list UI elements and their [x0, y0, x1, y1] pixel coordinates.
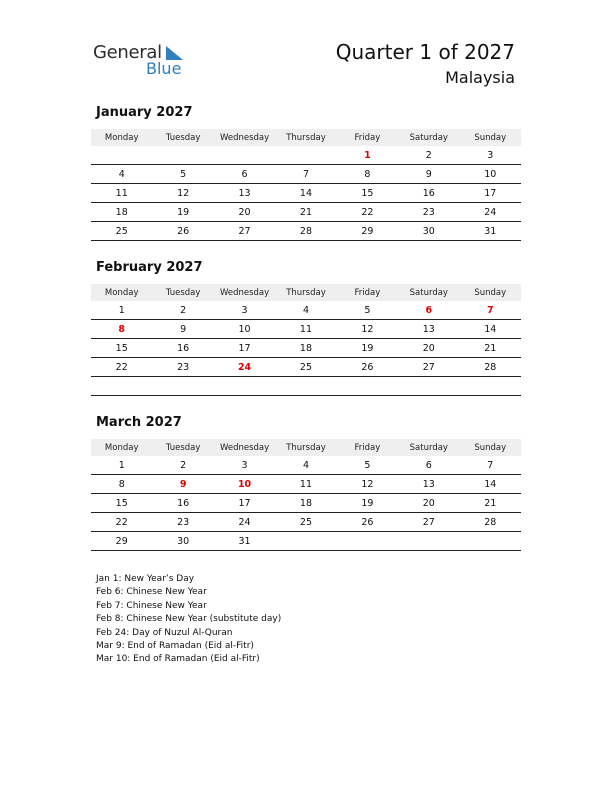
week-row	[91, 184, 521, 203]
calendar-table	[91, 439, 521, 551]
weekday-header: Saturday	[398, 439, 459, 456]
day-cell: 30	[398, 222, 459, 241]
day-cell: 9	[152, 320, 213, 339]
day-cell: 9	[152, 475, 213, 494]
weekday-header: Wednesday	[214, 439, 275, 456]
day-cell	[398, 377, 459, 396]
weekday-header: Sunday	[460, 439, 521, 456]
day-cell: 24	[214, 358, 275, 377]
day-cell: 11	[275, 475, 336, 494]
weekday-header: Tuesday	[152, 439, 213, 456]
day-cell	[152, 146, 213, 165]
day-cell: 8	[91, 475, 152, 494]
weekday-header: Monday	[91, 439, 152, 456]
weekday-header: Monday	[91, 284, 152, 301]
day-cell: 2	[152, 456, 213, 475]
weekday-header: Friday	[337, 129, 398, 146]
holiday-note: Jan 1: New Year’s Day	[96, 574, 195, 584]
day-cell: 6	[398, 301, 459, 320]
logo-blue-text: Blue	[146, 59, 182, 78]
weekday-header: Tuesday	[152, 129, 213, 146]
day-cell	[152, 377, 213, 396]
day-cell: 26	[152, 222, 213, 241]
day-cell: 12	[337, 320, 398, 339]
day-cell: 6	[398, 456, 459, 475]
day-cell: 21	[275, 203, 336, 222]
day-cell: 7	[460, 456, 521, 475]
day-cell: 2	[152, 301, 213, 320]
day-cell: 28	[460, 358, 521, 377]
day-cell: 21	[460, 339, 521, 358]
day-cell: 17	[214, 494, 275, 513]
weekday-header: Thursday	[275, 439, 336, 456]
day-cell	[337, 532, 398, 551]
day-cell: 1	[91, 456, 152, 475]
day-cell: 14	[460, 475, 521, 494]
day-cell: 18	[275, 339, 336, 358]
day-cell: 4	[275, 456, 336, 475]
day-cell: 10	[214, 320, 275, 339]
week-row	[91, 203, 521, 222]
day-cell: 25	[275, 513, 336, 532]
day-cell: 3	[214, 456, 275, 475]
day-cell: 30	[152, 532, 213, 551]
day-cell: 21	[460, 494, 521, 513]
day-cell	[214, 146, 275, 165]
weekday-header: Wednesday	[214, 129, 275, 146]
day-cell: 26	[337, 513, 398, 532]
holiday-note: Feb 6: Chinese New Year	[96, 587, 207, 598]
logo-general-text: General	[93, 42, 162, 63]
day-cell: 16	[398, 184, 459, 203]
day-cell: 5	[337, 456, 398, 475]
day-cell: 15	[91, 339, 152, 358]
day-cell: 28	[460, 513, 521, 532]
day-cell: 27	[398, 513, 459, 532]
day-cell	[460, 377, 521, 396]
weekday-header: Saturday	[398, 129, 459, 146]
day-cell: 24	[214, 513, 275, 532]
day-cell	[337, 377, 398, 396]
day-cell	[275, 532, 336, 551]
day-cell: 8	[337, 165, 398, 184]
day-cell: 19	[337, 494, 398, 513]
day-cell: 4	[275, 301, 336, 320]
day-cell: 4	[91, 165, 152, 184]
day-cell	[275, 377, 336, 396]
weekday-header: Friday	[337, 284, 398, 301]
day-cell: 25	[275, 358, 336, 377]
week-row	[91, 165, 521, 184]
weekday-header: Sunday	[460, 284, 521, 301]
day-cell: 15	[337, 184, 398, 203]
weekday-header: Monday	[91, 129, 152, 146]
day-cell: 23	[152, 358, 213, 377]
day-cell	[460, 532, 521, 551]
holiday-note: Mar 9: End of Ramadan (Eid al-Fitr)	[96, 641, 254, 652]
month-march	[91, 414, 521, 551]
weekday-header: Wednesday	[214, 284, 275, 301]
day-cell: 31	[214, 532, 275, 551]
week-row	[91, 301, 521, 320]
day-cell: 29	[91, 532, 152, 551]
month-title: January 2027	[96, 105, 193, 120]
day-cell: 7	[460, 301, 521, 320]
week-row	[91, 222, 521, 241]
day-cell: 9	[398, 165, 459, 184]
day-cell: 18	[91, 203, 152, 222]
day-cell	[91, 146, 152, 165]
day-cell: 22	[337, 203, 398, 222]
day-cell: 15	[91, 494, 152, 513]
day-cell	[398, 532, 459, 551]
holiday-note: Mar 10: End of Ramadan (Eid al-Fitr)	[96, 654, 260, 665]
day-cell: 11	[275, 320, 336, 339]
day-cell: 17	[214, 339, 275, 358]
month-february	[91, 259, 521, 396]
day-cell: 7	[275, 165, 336, 184]
day-cell: 5	[152, 165, 213, 184]
week-row	[91, 532, 521, 551]
day-cell: 13	[398, 475, 459, 494]
day-cell: 18	[275, 494, 336, 513]
day-cell: 26	[337, 358, 398, 377]
weekday-header: Sunday	[460, 129, 521, 146]
day-cell: 22	[91, 358, 152, 377]
day-cell	[91, 377, 152, 396]
day-cell: 22	[91, 513, 152, 532]
day-cell: 31	[460, 222, 521, 241]
brand-logo	[93, 42, 188, 78]
day-cell: 20	[214, 203, 275, 222]
day-cell: 27	[398, 358, 459, 377]
day-cell: 10	[460, 165, 521, 184]
day-cell: 3	[214, 301, 275, 320]
country-name: Malaysia	[445, 68, 515, 87]
day-cell: 1	[91, 301, 152, 320]
calendar-table	[91, 284, 521, 396]
day-cell: 10	[214, 475, 275, 494]
day-cell: 16	[152, 494, 213, 513]
day-cell	[214, 377, 275, 396]
day-cell	[275, 146, 336, 165]
day-cell: 13	[398, 320, 459, 339]
month-january	[91, 104, 521, 241]
weekday-header: Thursday	[275, 129, 336, 146]
month-title: March 2027	[96, 415, 182, 430]
day-cell: 20	[398, 494, 459, 513]
day-cell: 14	[460, 320, 521, 339]
day-cell: 25	[91, 222, 152, 241]
week-row	[91, 513, 521, 532]
day-cell: 29	[337, 222, 398, 241]
page-title: Quarter 1 of 2027	[335, 40, 515, 64]
holiday-notes	[96, 573, 281, 667]
holiday-note: Feb 24: Day of Nuzul Al-Quran	[96, 627, 233, 638]
day-cell: 6	[214, 165, 275, 184]
weekday-header: Saturday	[398, 284, 459, 301]
weekday-header: Thursday	[275, 284, 336, 301]
holiday-note: Feb 7: Chinese New Year	[96, 600, 207, 611]
day-cell: 17	[460, 184, 521, 203]
day-cell: 2	[398, 146, 459, 165]
day-cell: 27	[214, 222, 275, 241]
week-row	[91, 494, 521, 513]
day-cell: 3	[460, 146, 521, 165]
weekday-header: Tuesday	[152, 284, 213, 301]
day-cell: 24	[460, 203, 521, 222]
day-cell: 20	[398, 339, 459, 358]
day-cell: 5	[337, 301, 398, 320]
day-cell: 8	[91, 320, 152, 339]
week-row	[91, 377, 521, 396]
month-title: February 2027	[96, 260, 203, 275]
day-cell: 23	[152, 513, 213, 532]
weekday-header: Friday	[337, 439, 398, 456]
day-cell: 1	[337, 146, 398, 165]
day-cell: 23	[398, 203, 459, 222]
day-cell: 13	[214, 184, 275, 203]
week-row	[91, 146, 521, 165]
week-row	[91, 320, 521, 339]
day-cell: 12	[152, 184, 213, 203]
day-cell: 16	[152, 339, 213, 358]
day-cell: 12	[337, 475, 398, 494]
day-cell: 14	[275, 184, 336, 203]
day-cell: 19	[152, 203, 213, 222]
day-cell: 19	[337, 339, 398, 358]
week-row	[91, 339, 521, 358]
holiday-note: Feb 8: Chinese New Year (substitute day)	[96, 614, 282, 625]
week-row	[91, 358, 521, 377]
day-cell: 11	[91, 184, 152, 203]
calendar-table	[91, 129, 521, 241]
week-row	[91, 456, 521, 475]
week-row	[91, 475, 521, 494]
day-cell: 28	[275, 222, 336, 241]
